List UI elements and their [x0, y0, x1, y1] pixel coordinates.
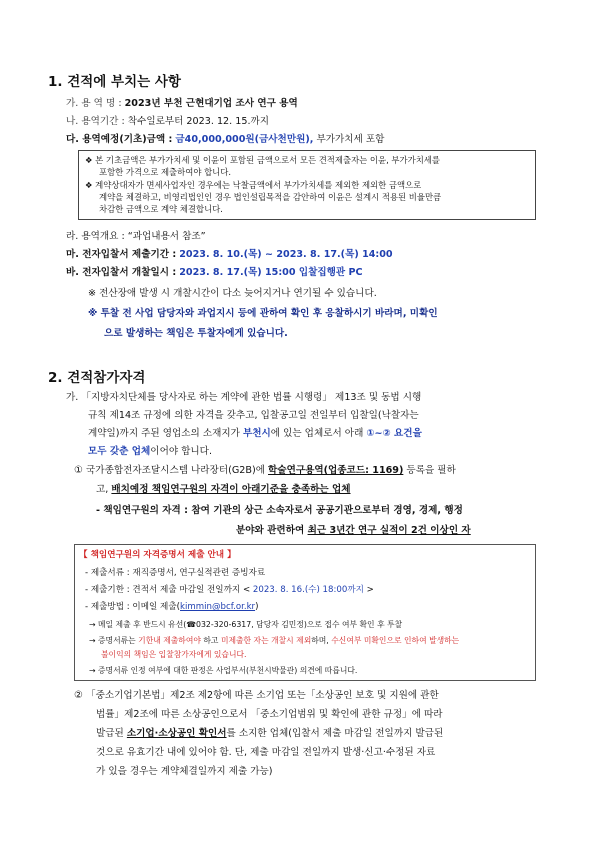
cert-docs: - 제출서류 : 재직증명서, 연구실적관련 증빙자료 — [85, 568, 266, 578]
section2-title: 2. 견적참가자격 — [48, 370, 146, 386]
note-line: ❖ 본 기초금액은 부가가치세 및 이윤이 포함된 금액으로서 모든 견적제출자는 이윤, 부가가치세를 — [85, 155, 440, 165]
qual-line: 규칙 제14조 규정에 의한 자격을 갖추고, 입찰공고일 전일부터 입찰일(낙찰자는 — [88, 410, 419, 421]
cert-deadline: - 제출기한 : 견적서 제출 마감일 전일까지 < 2023. 8. 16.(수) 18:00까지 > — [85, 585, 374, 595]
qual-line: 모두 갖춘 업체이어야 합니다. — [88, 446, 213, 457]
cert-arrow-note-cont: 불이익의 책임은 입찰참가자에게 있습니다. — [101, 650, 247, 659]
item-submit-period: 마. 전자입찰서 제출기간 : 2023. 8. 10.(목) ~ 2023. 8. 17.(목) 14:00 — [66, 249, 393, 260]
condition-2: ② 「중소기업기본법」제2조 제2항에 따른 소기업 또는「소상공인 보호 및 지원에 관한 — [74, 690, 439, 701]
certificate-submission-box — [74, 544, 536, 681]
condition-2-cont: 가 있을 경우는 계약체결일까지 제출 가능) — [96, 766, 273, 777]
note-line: ❖ 계약상대자가 면세사업자인 경우에는 낙찰금액에서 부가가치세를 제외한 제외한 금액으로 — [85, 180, 422, 190]
qual-line: 가. 「지방자치단체를 당사자로 하는 계약에 관한 법률 시행령」 제13조 및 동법 시행 — [66, 392, 422, 403]
item-service-period: 나. 용역기간 : 착수일로부터 2023. 12. 15.까지 — [66, 116, 270, 127]
item-opening-time: 바. 전자입찰서 개찰일시 : 2023. 8. 17.(목) 15:00 입찰집행관 PC — [66, 267, 363, 278]
researcher-qualification: - 책임연구원의 자격 : 참여 기관의 상근 소속자로서 공공기관으로부터 경영, 경제, 행정 — [96, 505, 463, 516]
condition-2-cont: 법률」제2조에 따른 소상공인으로서 「중소기업범위 및 확인에 관한 규정」에 따라 — [96, 709, 443, 720]
cert-arrow-note: → 메일 제출 후 반드시 유선(☎032-320-6317, 담당자 김민정)으로 접수 여부 확인 후 투찰 — [89, 620, 403, 629]
note-line: 계약을 체결하고, 비영리법인인 경우 법인설립목적을 감안하여 이윤은 설계시 적용된 비율만큼 — [99, 192, 442, 202]
bidder-warning-line1: ※ 투찰 전 사업 담당자와 과업지시 등에 관하여 확인 후 응찰하시기 바라며, 미확인 — [88, 308, 438, 319]
vat-note-box — [78, 150, 536, 220]
note-line: 차감한 금액으로 계약 체결합니다. — [99, 204, 223, 214]
qual-line: 계약일)까지 주된 영업소의 소재지가 부천시에 있는 업체로서 아래 ①~② 요건을 — [88, 428, 422, 439]
cert-box-title: 【 책임연구원의 자격증명서 제출 안내 】 — [79, 550, 236, 560]
researcher-qualification-cont: 분야와 관련하여 최근 3년간 연구 실적이 2건 이상인 자 — [236, 525, 471, 536]
bidder-warning-line2: 으로 발생하는 책임은 투찰자에게 있습니다. — [104, 328, 288, 339]
cert-arrow-note: → 증명서류 인정 여부에 대한 판정은 사업부서(부천시박물관) 의견에 따릅니다. — [89, 666, 358, 675]
outage-note: ※ 전산장애 발생 시 개찰시간이 다소 늦어지거나 연기될 수 있습니다. — [88, 288, 377, 299]
condition-2-cont: 발급된 소기업·소상공인 확인서를 소지한 업체(입찰서 제출 마감일 전일까지 발급된 — [96, 728, 444, 739]
condition-1-cont: 고, 배치예정 책임연구원의 자격이 아래기준을 충족하는 업체 — [96, 484, 351, 495]
email-link[interactable]: kimmin@bcf.or.kr — [180, 602, 256, 612]
condition-1: ① 국가종합전자조달시스템 나라장터(G2B)에 학술연구용역(업종코드: 1169) 등록을 필하 — [74, 465, 456, 476]
item-service-name: 가. 용 역 명 : 2023년 부천 근현대기업 조사 연구 용역 — [66, 98, 298, 109]
condition-2-cont: 것으로 유효기간 내에 있어야 함. 단, 제출 마감일 전일까지 발생·신고·수정된 자료 — [96, 747, 436, 758]
item-overview: 라. 용역개요 : “과업내용서 참조” — [66, 231, 206, 242]
item-estimated-amount: 다. 용역예정(기초)금액 : 금40,000,000원(금사천만원), 부가가치세 포함 — [66, 134, 385, 145]
note-line: 포함한 가격으로 제출하여야 합니다. — [99, 167, 232, 177]
cert-method: - 제출방법 : 이메일 제출(kimmin@bcf.or.kr) — [85, 602, 259, 612]
cert-arrow-note: → 증명서류는 기한내 제출하여야 하고 미제출한 자는 개찰시 제외하며, 수신여부 미확인으로 인하여 발생하는 — [89, 636, 460, 645]
section1-title: 1. 견적에 부치는 사항 — [48, 74, 181, 90]
